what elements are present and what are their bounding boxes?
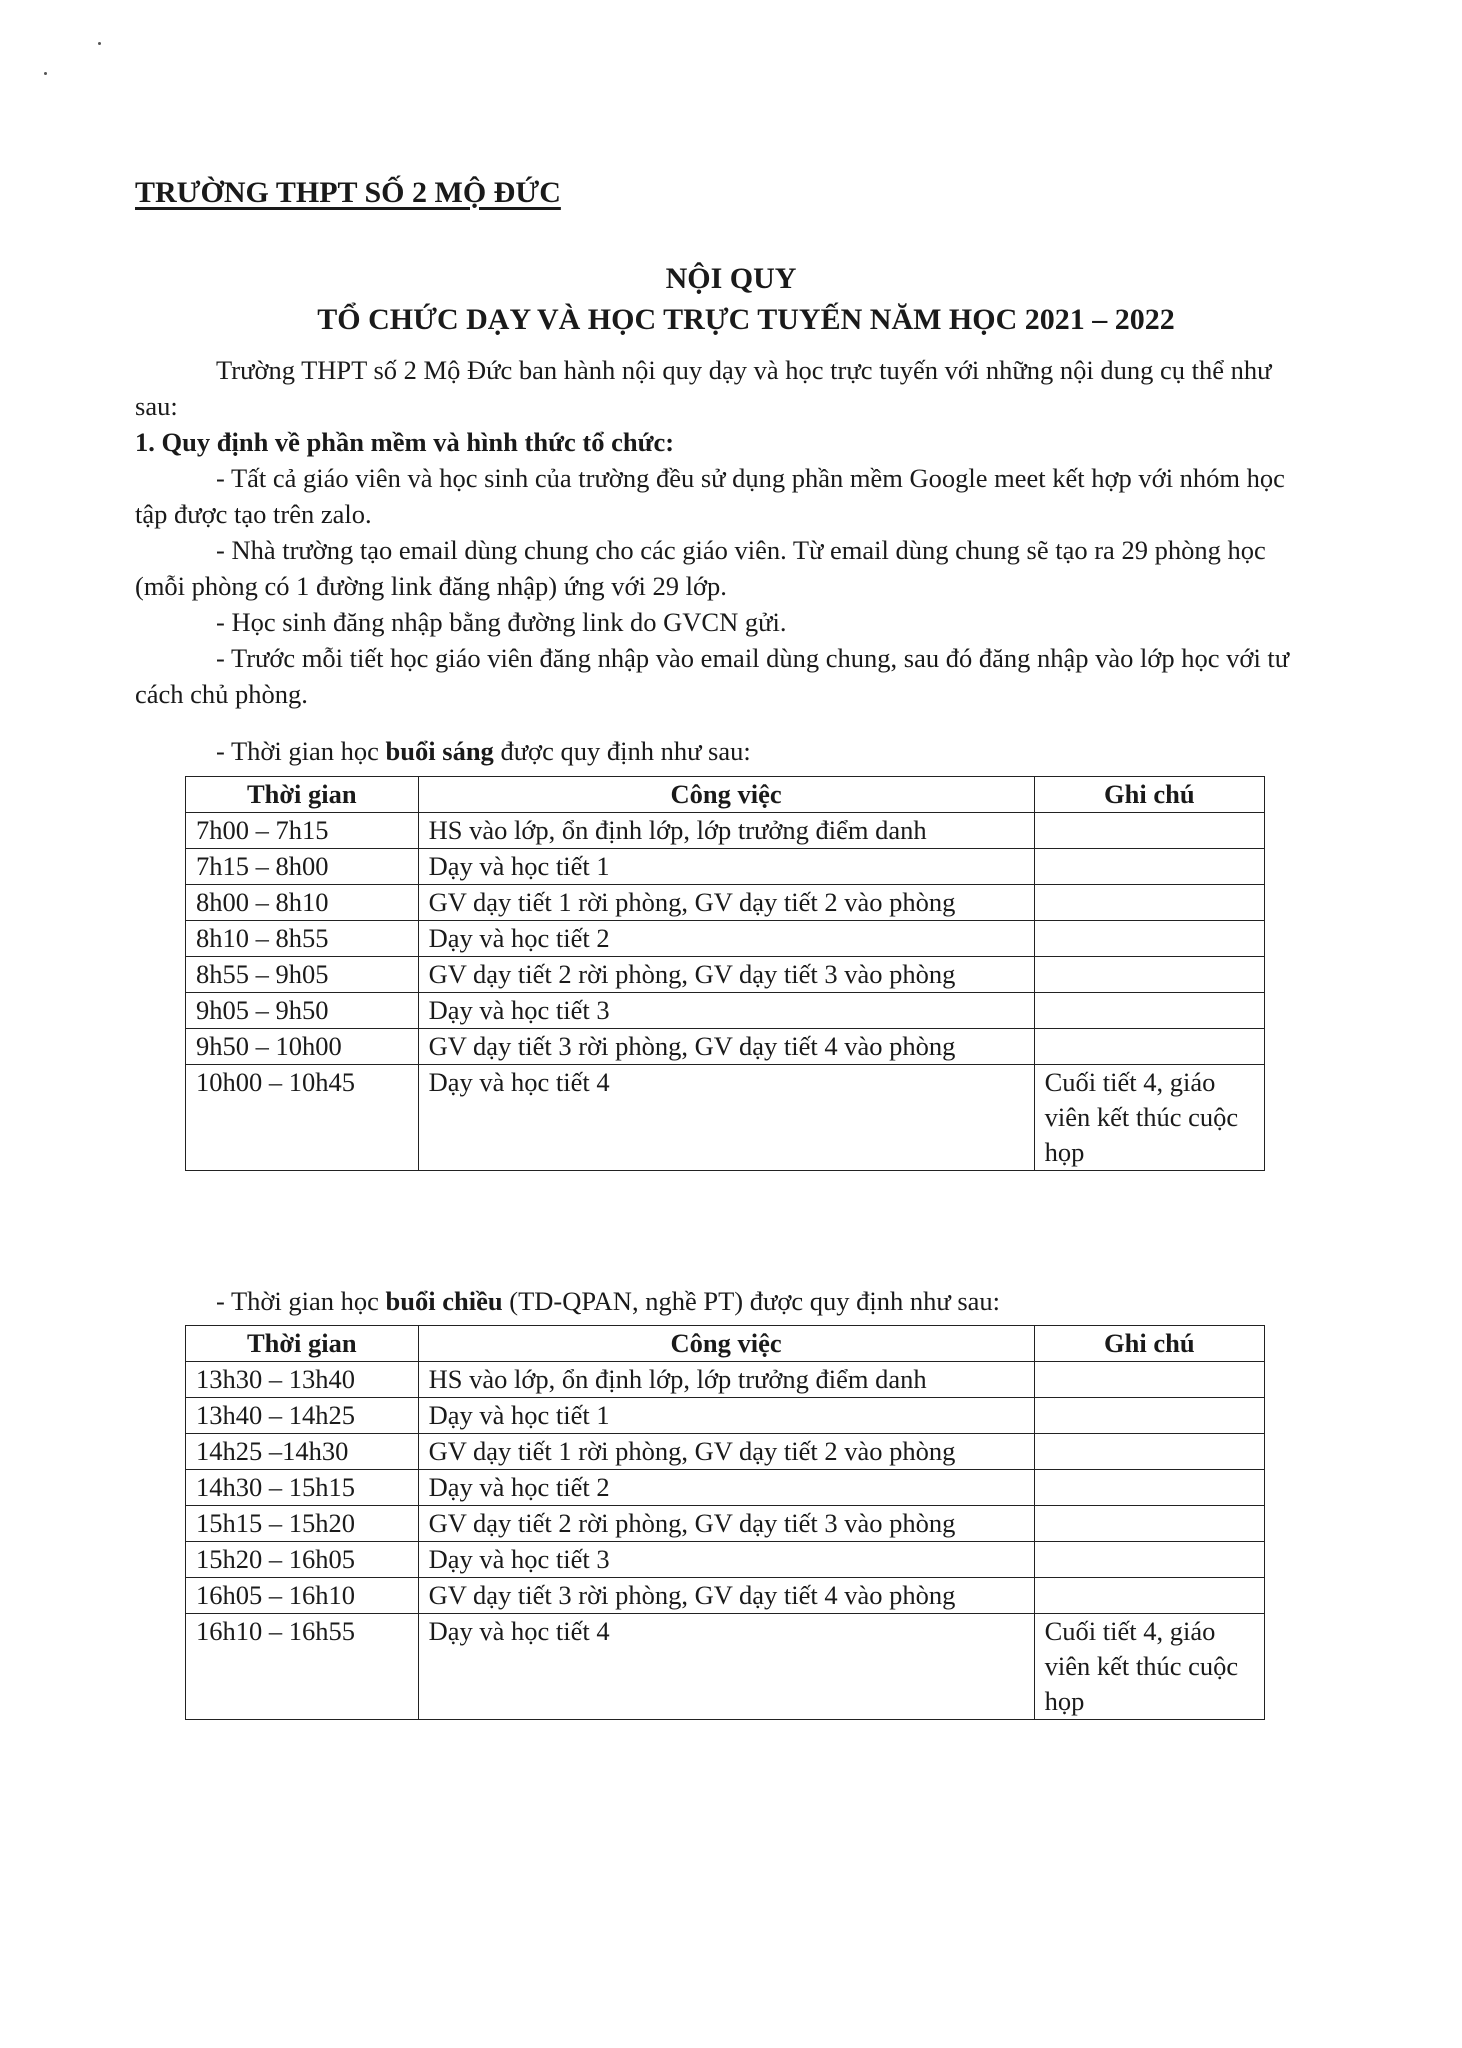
note-cell xyxy=(1034,1578,1264,1614)
task-text: GV dạy tiết 2 rời phòng, GV dạy tiết 3 vào phòng xyxy=(428,1508,956,1538)
afternoon-lead xyxy=(216,1286,1000,1317)
task-cell xyxy=(418,921,1034,957)
table-row xyxy=(186,1029,1265,1065)
note-cell xyxy=(1034,1506,1264,1542)
morning-schedule-table xyxy=(185,776,1265,1171)
task-cell xyxy=(418,1029,1034,1065)
table-row xyxy=(186,957,1265,993)
time-cell: 7h15 – 8h00 xyxy=(186,849,419,885)
task-text: HS vào lớp, ổn định lớp, lớp trưởng điểm danh xyxy=(428,1364,927,1394)
bullet-item: - Trước mỗi tiết học giáo viên đăng nhập vào email dùng chung, sau đó đăng nhập vào lớp học với tư cách chủ phòng. xyxy=(135,643,1290,709)
school-name: TRƯỜNG THPT SỐ 2 MỘ ĐỨC xyxy=(135,176,561,209)
lead-text: - Thời gian học xyxy=(216,1286,386,1316)
note-cell: Cuối tiết 4, giáo viên kết thúc cuộc họp xyxy=(1034,1065,1264,1171)
scan-speck xyxy=(98,42,101,45)
time-cell: 16h05 – 16h10 xyxy=(186,1578,419,1614)
time-cell: 8h10 – 8h55 xyxy=(186,921,419,957)
table-row xyxy=(186,993,1265,1029)
task-cell xyxy=(418,957,1034,993)
time-cell: 15h20 – 16h05 xyxy=(186,1542,419,1578)
table-row xyxy=(186,849,1265,885)
task-cell xyxy=(418,1470,1034,1506)
lead-bold: buổi chiều xyxy=(385,1286,503,1316)
task-text: Dạy và học tiết 4 xyxy=(428,1067,610,1097)
task-text: GV dạy tiết 3 rời phòng, GV dạy tiết 4 vào phòng xyxy=(428,1031,956,1061)
note-cell xyxy=(1034,1398,1264,1434)
afternoon-schedule-table xyxy=(185,1325,1265,1720)
table-row xyxy=(186,1578,1265,1614)
note-cell xyxy=(1034,813,1264,849)
task-cell xyxy=(418,813,1034,849)
note-cell xyxy=(1034,885,1264,921)
table-row xyxy=(186,885,1265,921)
column-header: Thời gian xyxy=(186,1326,419,1362)
task-cell xyxy=(418,885,1034,921)
lead-text: được quy định như sau: xyxy=(493,736,751,766)
column-header: Ghi chú xyxy=(1034,777,1264,813)
task-text: GV dạy tiết 1 rời phòng, GV dạy tiết 2 vào phòng xyxy=(428,887,956,917)
section-heading: 1. Quy định về phần mềm và hình thức tổ chức: xyxy=(135,427,675,457)
column-header: Thời gian xyxy=(186,777,419,813)
time-cell: 13h30 – 13h40 xyxy=(186,1362,419,1398)
column-header: Ghi chú xyxy=(1034,1326,1264,1362)
table-row xyxy=(186,1542,1265,1578)
task-cell xyxy=(418,849,1034,885)
note-cell: Cuối tiết 4, giáo viên kết thúc cuộc họp xyxy=(1034,1614,1264,1720)
task-text: Dạy và học tiết 1 xyxy=(428,1400,610,1430)
table-row xyxy=(186,1065,1265,1171)
task-cell xyxy=(418,1506,1034,1542)
column-header: Công việc xyxy=(418,777,1034,813)
task-text: Dạy và học tiết 2 xyxy=(428,1472,610,1502)
intro-paragraph: Trường THPT số 2 Mộ Đức ban hành nội quy dạy và học trực tuyến với những nội dung cụ thể như sau: xyxy=(135,355,1272,421)
bullet-item: - Nhà trường tạo email dùng chung cho các giáo viên. Từ email dùng chung sẽ tạo ra 29 phòng học (mỗi phòng có 1 đường link đăng nhập) ứng với 29 lớp. xyxy=(135,535,1266,601)
note-cell xyxy=(1034,1542,1264,1578)
document-body xyxy=(135,352,1320,712)
time-cell: 16h10 – 16h55 xyxy=(186,1614,419,1720)
task-text: HS vào lớp, ổn định lớp, lớp trưởng điểm danh xyxy=(428,815,927,845)
lead-bold: buổi sáng xyxy=(385,736,494,766)
time-cell: 13h40 – 14h25 xyxy=(186,1398,419,1434)
bullet-item: - Tất cả giáo viên và học sinh của trường đều sử dụng phần mềm Google meet kết hợp với nhóm học tập được tạo trên zalo. xyxy=(135,463,1285,529)
document-subtitle: TỔ CHỨC DẠY VÀ HỌC TRỰC TUYẾN NĂM HỌC 2021 – 2022 xyxy=(317,303,1175,336)
note-cell xyxy=(1034,921,1264,957)
task-text: Dạy và học tiết 1 xyxy=(428,851,610,881)
task-cell xyxy=(418,1398,1034,1434)
table-row xyxy=(186,1470,1265,1506)
table-row xyxy=(186,921,1265,957)
morning-lead xyxy=(216,736,751,767)
note-cell xyxy=(1034,849,1264,885)
table-row xyxy=(186,1434,1265,1470)
task-text: GV dạy tiết 3 rời phòng, GV dạy tiết 4 vào phòng xyxy=(428,1580,956,1610)
header-row xyxy=(186,777,1265,813)
task-text: Dạy và học tiết 4 xyxy=(428,1616,610,1646)
task-text: GV dạy tiết 2 rời phòng, GV dạy tiết 3 vào phòng xyxy=(428,959,956,989)
time-cell: 14h25 –14h30 xyxy=(186,1434,419,1470)
lead-text: (TD-QPAN, nghề PT) được quy định như sau: xyxy=(502,1286,1001,1316)
task-text: GV dạy tiết 1 rời phòng, GV dạy tiết 2 vào phòng xyxy=(428,1436,956,1466)
time-cell: 15h15 – 15h20 xyxy=(186,1506,419,1542)
column-header: Công việc xyxy=(418,1326,1034,1362)
time-cell: 9h50 – 10h00 xyxy=(186,1029,419,1065)
time-cell: 9h05 – 9h50 xyxy=(186,993,419,1029)
task-cell xyxy=(418,1362,1034,1398)
time-cell: 8h00 – 8h10 xyxy=(186,885,419,921)
task-text: Dạy và học tiết 2 xyxy=(428,923,610,953)
task-text: Dạy và học tiết 3 xyxy=(428,995,610,1025)
time-cell: 7h00 – 7h15 xyxy=(186,813,419,849)
note-cell xyxy=(1034,1470,1264,1506)
bullet-item: - Học sinh đăng nhập bằng đường link do GVCN gửi. xyxy=(216,607,787,637)
note-cell xyxy=(1034,1362,1264,1398)
table-row xyxy=(186,1506,1265,1542)
table-row xyxy=(186,1398,1265,1434)
time-cell: 14h30 – 15h15 xyxy=(186,1470,419,1506)
time-cell: 8h55 – 9h05 xyxy=(186,957,419,993)
task-cell xyxy=(418,1065,1034,1171)
note-cell xyxy=(1034,957,1264,993)
task-cell xyxy=(418,1542,1034,1578)
note-cell xyxy=(1034,1029,1264,1065)
task-cell xyxy=(418,1614,1034,1720)
note-cell xyxy=(1034,993,1264,1029)
table-row xyxy=(186,813,1265,849)
scan-speck xyxy=(44,72,47,75)
task-cell xyxy=(418,1434,1034,1470)
note-cell xyxy=(1034,1434,1264,1470)
task-text: Dạy và học tiết 3 xyxy=(428,1544,610,1574)
document-title: NỘI QUY xyxy=(665,262,797,295)
lead-text: - Thời gian học xyxy=(216,736,386,766)
task-cell xyxy=(418,1578,1034,1614)
time-cell: 10h00 – 10h45 xyxy=(186,1065,419,1171)
header-row xyxy=(186,1326,1265,1362)
table-row xyxy=(186,1362,1265,1398)
table-row xyxy=(186,1614,1265,1720)
task-cell xyxy=(418,993,1034,1029)
